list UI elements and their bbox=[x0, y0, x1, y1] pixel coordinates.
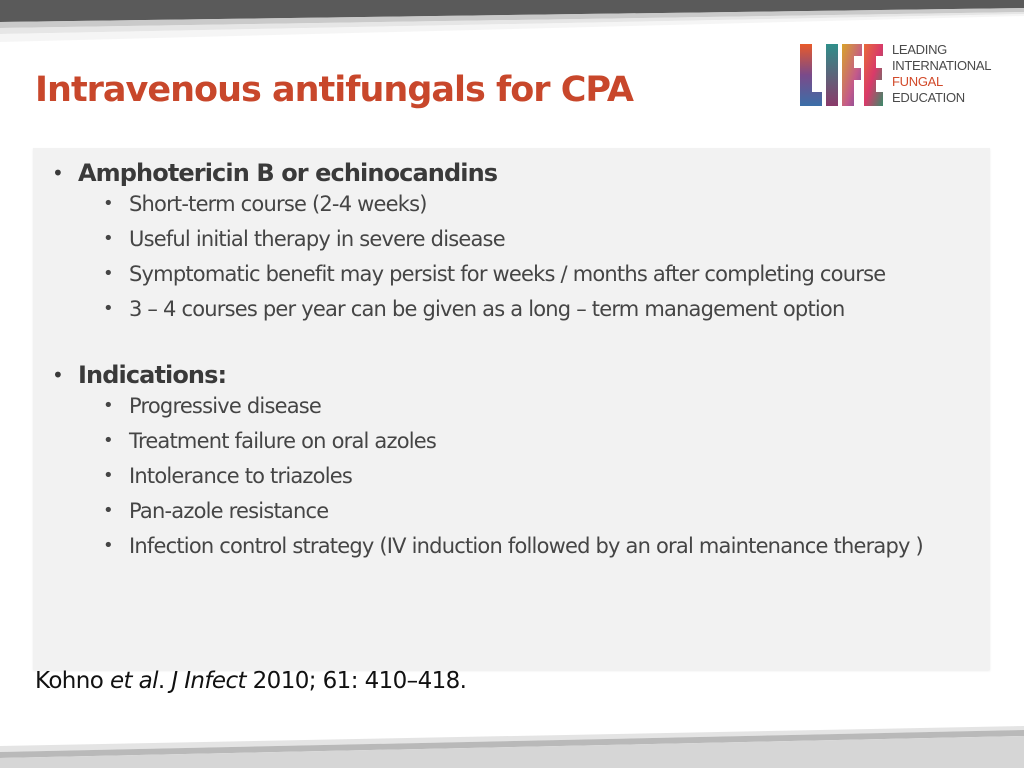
list-item bbox=[50, 295, 980, 323]
section-spacer bbox=[50, 330, 980, 358]
section-heading-text: Indications: bbox=[78, 361, 227, 389]
bottom-decorative-band bbox=[0, 712, 1024, 768]
life-logo bbox=[798, 40, 1008, 110]
citation-author: Kohno bbox=[35, 668, 110, 694]
life-logo-mark bbox=[798, 42, 884, 108]
section-heading-text: Amphotericin B or echinocandins bbox=[78, 159, 498, 187]
list-item-text: Short-term course (2-4 weeks) bbox=[129, 192, 427, 216]
list-item-text: Progressive disease bbox=[129, 394, 322, 418]
list-item-text: 3 – 4 courses per year can be given as a long – term management option bbox=[129, 297, 845, 321]
citation bbox=[35, 668, 466, 694]
citation-etal: et al bbox=[109, 668, 158, 694]
bullet-dot-icon: • bbox=[103, 228, 113, 249]
bullet-dot-icon: • bbox=[103, 298, 113, 319]
slide-title: Intravenous antifungals for CPA bbox=[35, 70, 633, 110]
bullet-dot-icon: • bbox=[52, 161, 63, 185]
list-item-text: Treatment failure on oral azoles bbox=[129, 429, 437, 453]
bullet-dot-icon: • bbox=[103, 430, 113, 451]
list-item bbox=[50, 462, 980, 490]
bullet-dot-icon: • bbox=[103, 465, 113, 486]
list-item bbox=[50, 392, 980, 420]
logo-line: FUNGAL bbox=[892, 74, 943, 89]
list-item-text: Intolerance to triazoles bbox=[129, 464, 352, 488]
logo-tagline bbox=[892, 42, 991, 106]
list-item-text: Symptomatic benefit may persist for weeks / months after completing course bbox=[129, 262, 886, 286]
list-item-text: Infection control strategy (IV induction followed by an oral maintenance therapy ) bbox=[129, 534, 923, 558]
citation-details: 2010; 61: 410–418. bbox=[245, 668, 467, 694]
logo-line: INTERNATIONAL bbox=[892, 58, 992, 73]
logo-line: EDUCATION bbox=[892, 90, 965, 105]
list-item bbox=[50, 427, 980, 455]
section-heading bbox=[50, 156, 980, 190]
list-item bbox=[50, 225, 980, 253]
citation-separator: . bbox=[157, 668, 172, 694]
list-item-text: Pan-azole resistance bbox=[129, 499, 329, 523]
citation-journal: J Infect bbox=[171, 668, 246, 694]
bullet-dot-icon: • bbox=[52, 363, 63, 387]
bullet-list bbox=[50, 156, 980, 567]
bullet-dot-icon: • bbox=[103, 500, 113, 521]
bullet-dot-icon: • bbox=[103, 395, 113, 416]
bullet-dot-icon: • bbox=[103, 263, 113, 284]
list-item bbox=[50, 190, 980, 218]
bullet-dot-icon: • bbox=[103, 193, 113, 214]
bullet-dot-icon: • bbox=[103, 535, 113, 556]
list-item bbox=[50, 532, 980, 560]
list-item bbox=[50, 260, 980, 288]
list-item bbox=[50, 497, 980, 525]
logo-line: LEADING bbox=[892, 42, 947, 57]
list-item-text: Useful initial therapy in severe disease bbox=[129, 227, 505, 251]
section-heading bbox=[50, 358, 980, 392]
